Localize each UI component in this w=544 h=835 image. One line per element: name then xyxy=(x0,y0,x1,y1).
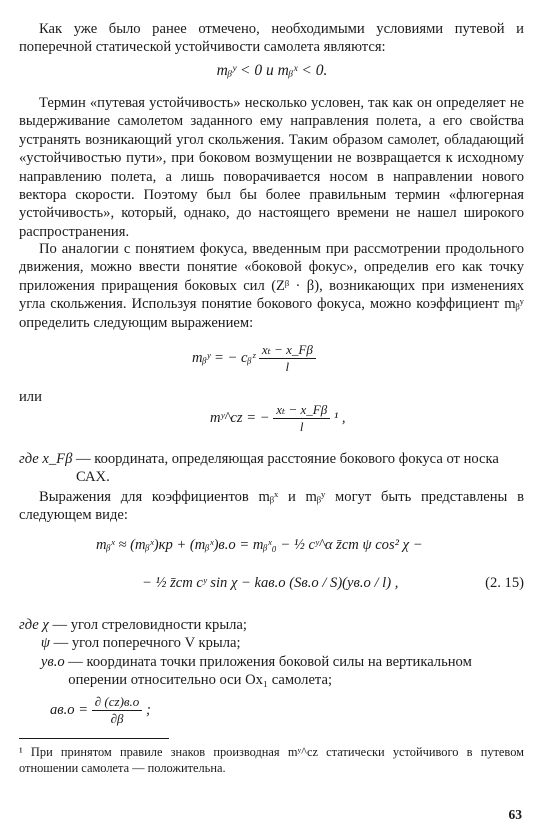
definition-text: — угол стреловидности крыла; xyxy=(52,617,247,633)
page-number: 63 xyxy=(508,807,522,822)
formula-2-15-line-1: mᵦˣ ≈ (mᵦˣ)кр + (mᵦˣ)в.о = mᵦˣ₀ − ½ cʸ^α z̄ст ψ cos² χ − xyxy=(96,537,423,553)
formula-a-vo-fraction xyxy=(92,694,143,727)
formula-my-beta-denominator: l xyxy=(285,359,290,374)
formula-my-cz-fraction xyxy=(273,402,330,435)
equation-number: (2. 15) xyxy=(485,575,524,591)
formula-2-15-line-2: − ½ z̄ст cʸ sin χ − kaв.о (Sв.о / S)(yв.о / l) , xyxy=(142,575,399,591)
definition-row xyxy=(19,653,524,690)
formula-my-cz xyxy=(210,402,346,435)
definition-term: где χ xyxy=(19,617,53,633)
definition-row xyxy=(19,450,524,487)
formula-my-cz-denominator: l xyxy=(299,419,304,434)
formula-a-vo-denominator: ∂β xyxy=(110,711,124,726)
formula-my-beta xyxy=(192,342,316,375)
definition-term: ψ xyxy=(19,635,54,652)
formula-a-vo-numerator: ∂ (cz)в.о xyxy=(92,694,143,711)
formula-a-vo xyxy=(50,694,151,727)
formula-a-vo-lhs: aв.о = xyxy=(50,701,89,718)
formula-my-cz-numerator: xₜ − x_Fβ xyxy=(273,402,330,419)
paragraph-lateral-focus: По аналогии с понятием фокуса, введенным при рассмотрении продольного движения, можно ввести понятие «боковой фокус», определив его как точку приложения приращения боковых сил (Zᵝ · β), возникающих при изменениях угла скольжения. Используя понятие бокового фокуса, можно коэффициент mᵦʸ определить следующим выражением: xyxy=(19,241,524,331)
paragraph-coefficient-expressions: Выражения для коэффициентов mᵦˣ и mᵦʸ могут быть представлены в следующем виде: xyxy=(19,489,524,524)
definition-text: — координата точки приложения боковой силы на вертикальном оперении относительно оси Ox₁ самолета; xyxy=(68,653,472,689)
formula-a-vo-tail: ; xyxy=(145,701,151,718)
footnote: ¹ При принятом правиле знаков производная mʸ^cz статически устойчивого в путевом отношении самолета — положительна. xyxy=(19,745,524,775)
formula-my-cz-lhs: mʸ^cz = − xyxy=(210,409,270,426)
formula-stability-conditions: mᵦʸ < 0 и mᵦˣ < 0. xyxy=(216,62,328,79)
definition-list xyxy=(19,616,524,690)
formula-my-beta-numerator: xₜ − x_Fβ xyxy=(259,342,316,359)
formula-my-beta-fraction xyxy=(259,342,316,375)
definition-row xyxy=(19,634,524,652)
definition-text: — координата, определяющая расстояние бокового фокуса от носка САХ. xyxy=(76,451,499,486)
paragraph-directional-stability: Термин «путевая устойчивость» несколько условен, так как он определяет не выдерживание самолетом заданного ему направления полета, а его свойства устранять возникающий угол скольжения. Таким образом самолет, обладающий «устойчивостью пути», при боковом возмущении не возвращается к исходному направлению полета, а лишь поворачивается носом в направлении нового вектора скорости. Поэтому был бы более правильным термин «флюгерная устойчивость», который, однако, до настоящего времени не нашел широкого распространения. xyxy=(19,95,524,240)
label-or: или xyxy=(19,389,42,405)
definition-term: yв.о xyxy=(19,653,69,670)
formula-my-cz-tail: ¹ , xyxy=(333,409,346,426)
footnote-divider xyxy=(19,738,169,739)
paragraph-stability-conditions: Как уже было ранее отмечено, необходимыми условиями путевой и поперечной статической устойчивости самолета являются: xyxy=(19,21,524,56)
definition-row xyxy=(19,616,524,634)
formula-my-beta-lhs: mᵦʸ = − cᵦᶻ xyxy=(192,349,256,366)
definition-xf-beta xyxy=(19,450,524,487)
definition-term: где x_Fβ xyxy=(19,451,76,467)
definition-text: — угол поперечного V крыла; xyxy=(53,635,241,652)
